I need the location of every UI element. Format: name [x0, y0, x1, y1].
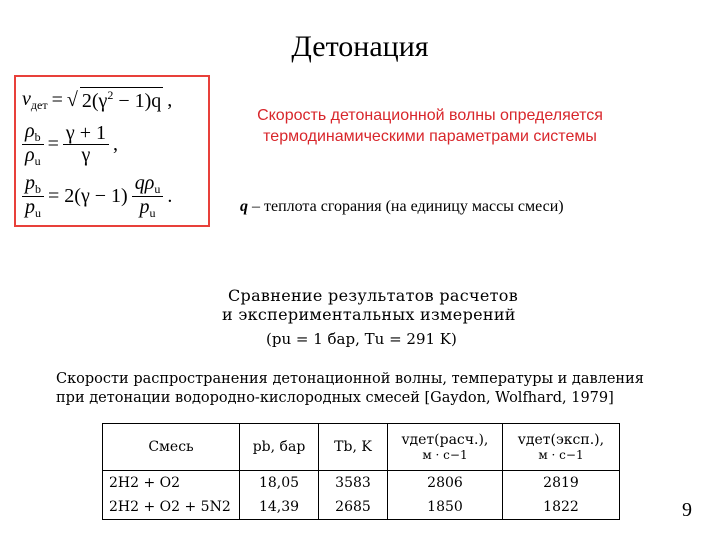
table-row: 2H2 + O2 18,05 3583 2806 2819	[103, 471, 620, 496]
formula-box	[14, 75, 210, 227]
q-definition: q – теплота сгорания (на единицу массы смеси)	[240, 198, 564, 215]
red-note: Скорость детонационной волны определяется термодинамическими параметрами системы	[257, 107, 603, 145]
sqrt-sign: √	[66, 88, 78, 111]
formula-pressure-ratio: $\frac{p_b}{p_u}$ = 2(γ − 1) $\frac{q\rho_u}{p_u}$ .	[22, 173, 172, 219]
header-pressure: pb, бар	[240, 424, 319, 471]
header-v-exp: vдет(эксп.), м · с−1	[503, 424, 620, 471]
page-number: 9	[682, 499, 692, 521]
detonation-table	[102, 423, 620, 520]
header-mixture: Смесь	[103, 424, 240, 471]
table-row: 2H2 + O2 + 5N2 14,39 2685 1850 1822	[103, 495, 620, 520]
table-caption: Скорости распространения детонационной волны, температуры и давления при детонации водородно-кислородных смесей [Gaydon, Wolfhard, 1979]	[56, 371, 644, 406]
formula-detonation-velocity: $v_{дет}$ = √ $2(\gamma^2 - 1)q$ ,	[22, 87, 173, 112]
table-header-row	[103, 424, 620, 471]
formula-density-ratio: $\frac{\rho_b}{\rho_u}$ = $\frac{\gamma + 1}{\gamma}$ ,	[22, 121, 118, 167]
comparison-heading: Сравнение результатов расчетов и экспериментальных измерений	[222, 286, 519, 324]
header-v-calc: vдет(расч.), м · с−1	[388, 424, 503, 471]
slide-title: Детонация	[291, 30, 429, 63]
comparison-conditions: (pu = 1 бар, Tu = 291 K)	[266, 330, 457, 348]
header-temperature: Tb, K	[319, 424, 388, 471]
